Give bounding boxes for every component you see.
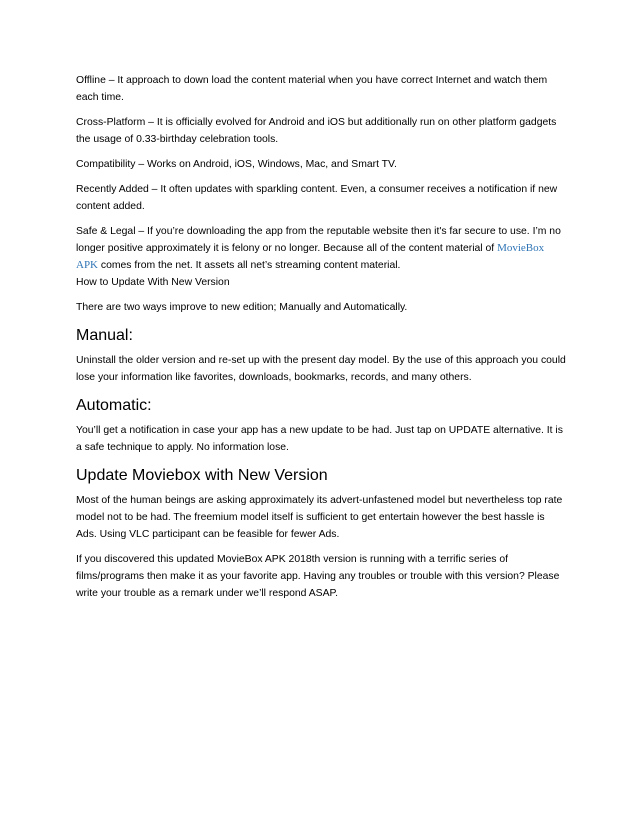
how-to-update-line: How to Update With New Version [76,277,230,288]
safe-legal-paragraph [76,223,566,274]
cross-platform-paragraph: Cross-Platform – It is officially evolved for Android and iOS but additionally run on other platform gadgets the usage of 0.33-birthday celebration tools. [76,117,557,145]
automatic-paragraph: You’ll get a notification in case your app has a new update to be had. Just tap on UPDATE alternative. It is a safe technique to apply. No information lose. [76,425,563,453]
compatibility-paragraph: Compatibility – Works on Android, iOS, Windows, Mac, and Smart TV. [76,159,397,170]
offline-paragraph: Offline – It approach to down load the content material when you have correct Internet and watch them each time. [76,75,548,103]
two-ways-paragraph: There are two ways improve to new edition; Manually and Automatically. [76,302,408,313]
manual-paragraph: Uninstall the older version and re-set up with the present day model. By the use of this approach you could lose your information like favorites, downloads, bookmarks, records, and many others. [76,355,566,383]
document-page [76,72,566,610]
automatic-heading: Automatic: [76,397,152,414]
update-paragraph-1: Most of the human beings are asking approximately its advert-unfastened model but nevertheless top rate model not to be had. The freemium model itself is sufficient to get entertain however the best hassle is Ads. Using VLC participant can be feasible for fewer Ads. [76,495,563,540]
moviebox-apk-link[interactable]: MovieBox APK [76,242,545,271]
safe-legal-text-start: Safe & Legal – If you’re downloading the app from the reputable website then it's far secure to use. I’m no longer positive approximately it is felony or no longer. Because all of the content material of [76,226,561,254]
update-heading: Update Moviebox with New Version [76,467,328,484]
safe-legal-text-end: comes from the net. It assets all net’s streaming content material. [98,260,401,271]
update-paragraph-2: If you discovered this updated MovieBox APK 2018th version is running with a terrific series of films/programs then make it as your favorite app. Having any troubles or trouble with this version? Please write your trouble as a remark under we’ll respond ASAP. [76,554,560,599]
recently-added-paragraph: Recently Added – It often updates with sparkling content. Even, a consumer receives a notification if new content added. [76,184,558,212]
manual-heading: Manual: [76,327,133,344]
